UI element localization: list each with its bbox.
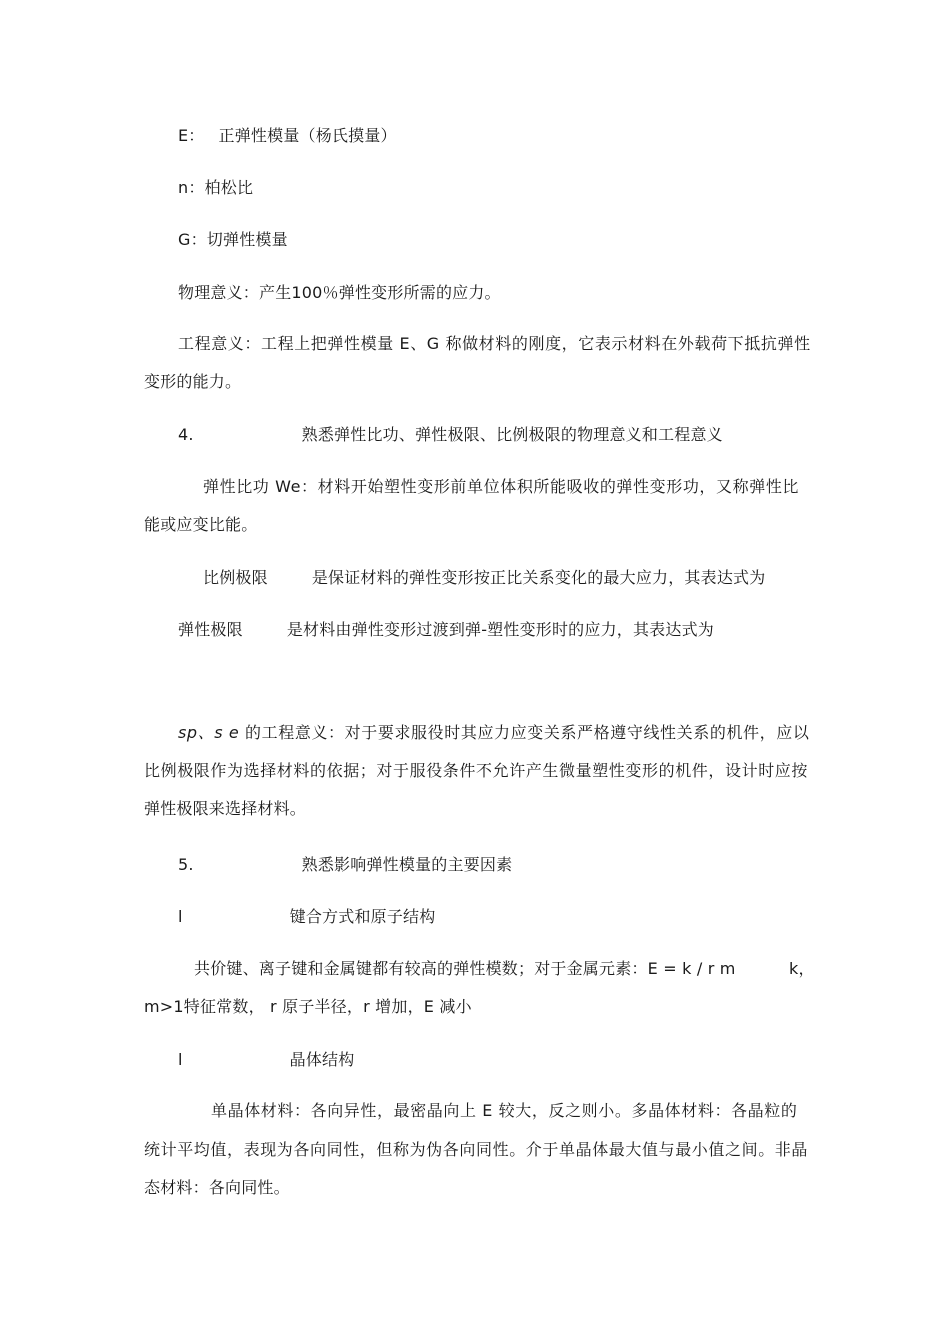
engineering-meaning-line-2: 变形的能力。	[144, 372, 242, 391]
physical-meaning-line: 物理意义：产生100％弹性变形所需的应力。	[178, 283, 501, 302]
section-4-number: 4.	[178, 425, 194, 444]
elastic-work-line-2: 能或应变比能。	[144, 515, 258, 534]
e-definition-line	[178, 126, 397, 146]
elastic-limit-line	[178, 620, 714, 640]
engineering-meaning-line-1: 工程意义：工程上把弹性模量 E、G 称做材料的刚度，它表示材料在外载荷下抵抗弹性	[178, 334, 811, 353]
elastic-limit-label: 弹性极限	[178, 620, 243, 639]
sp-se-meaning-line-2: 比例极限作为选择材料的依据；对于服役条件不允许产生微量塑性变形的机件，设计时应按	[144, 761, 809, 780]
e-symbol: E：	[178, 126, 205, 145]
section-4-heading	[178, 425, 723, 445]
section-5-heading	[178, 855, 512, 875]
bonding-formula-text: 共价键、离子键和金属键都有较高的弹性模数；对于金属元素：E = k / r m	[194, 959, 736, 978]
section-5-title: 熟悉影响弹性模量的主要因素	[301, 855, 513, 874]
g-definition-line: G：切弹性模量	[178, 230, 288, 249]
crystal-text-line-2: 统计平均值，表现为各向同性，但称为伪各向同性。介于单晶体最大值与最小值之间。非晶	[144, 1140, 809, 1159]
e-description: 正弹性模量（杨氏摸量）	[218, 126, 397, 145]
crystal-text-line-3: 态材料：各向同性。	[144, 1178, 290, 1197]
n-definition-line: n：柏松比	[178, 178, 254, 197]
bonding-constant-k: k，	[789, 959, 815, 978]
proportional-limit-text: 是保证材料的弹性变形按正比关系变化的最大应力，其表达式为	[311, 568, 766, 587]
sp-se-meaning-line-1	[178, 723, 809, 743]
bullet-bonding	[178, 907, 435, 927]
sp-se-meaning-text: 的工程意义：对于要求服役时其应力应变关系严格遵守线性关系的机件，应以	[239, 723, 810, 742]
bullet-crystal	[178, 1050, 354, 1070]
bullet-mark: l	[178, 1050, 183, 1069]
bullet-crystal-title: 晶体结构	[289, 1050, 355, 1069]
bullet-mark: l	[178, 907, 183, 926]
bullet-bonding-title: 键合方式和原子结构	[289, 907, 436, 926]
crystal-text-line-1: 单晶体材料：各向异性，最密晶向上 E 较大，反之则小。多晶体材料：各晶粒的	[211, 1101, 798, 1120]
bonding-text-line-1	[194, 959, 736, 979]
sp-se-symbols: sp、s e	[178, 723, 240, 742]
elastic-limit-text: 是材料由弹性变形过渡到弹-塑性变形时的应力，其表达式为	[286, 620, 714, 639]
proportional-limit-label: 比例极限	[203, 568, 268, 587]
section-5-number: 5.	[178, 855, 194, 874]
bonding-text-line-2: m>1特征常数， r 原子半径，r 增加，E 减小	[144, 997, 472, 1016]
proportional-limit-line	[203, 568, 765, 588]
section-4-title: 熟悉弹性比功、弹性极限、比例极限的物理意义和工程意义	[301, 425, 723, 444]
elastic-work-line-1: 弹性比功 We：材料开始塑性变形前单位体积所能吸收的弹性变形功，又称弹性比	[203, 477, 800, 496]
sp-se-meaning-line-3: 弹性极限来选择材料。	[144, 799, 307, 818]
